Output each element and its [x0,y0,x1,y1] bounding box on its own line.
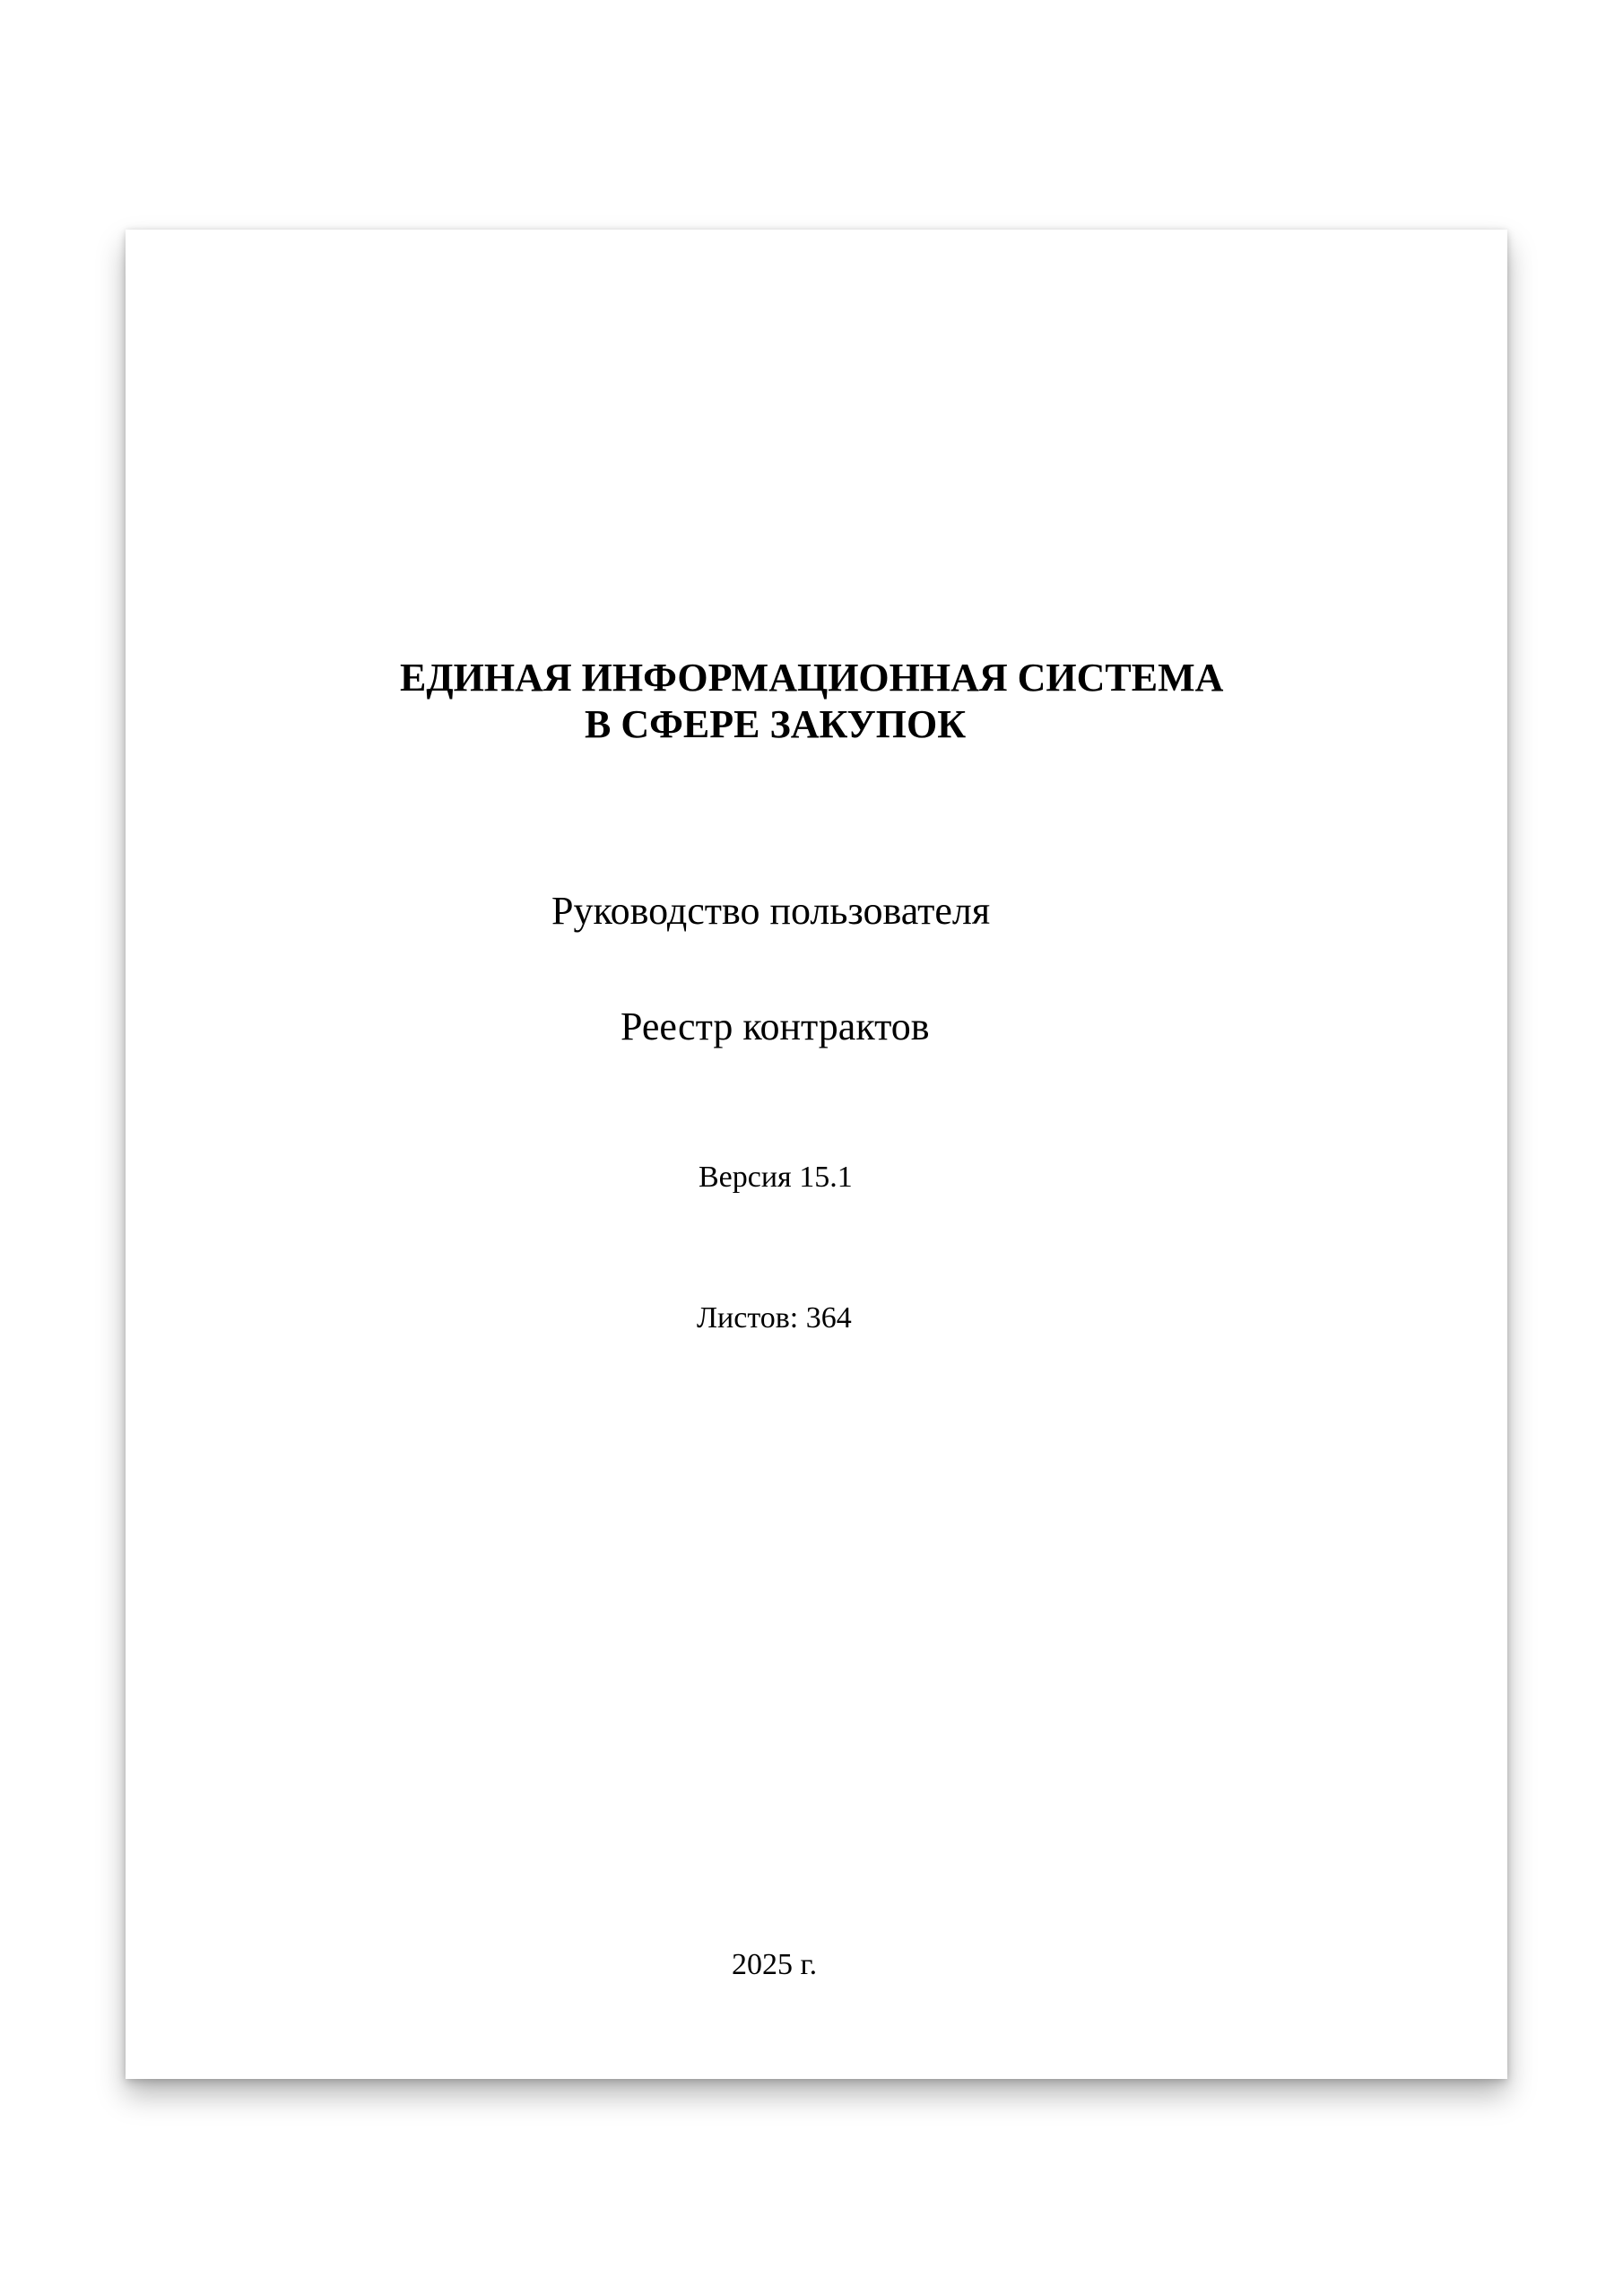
document-sheet-count: Листов: 364 [697,1301,852,1335]
document-title-line-1: ЕДИНАЯ ИНФОРМАЦИОННАЯ СИСТЕМА [400,656,1224,700]
document-section-name: Реестр контрактов [621,1004,930,1048]
document-title-line-2: В СФЕРЕ ЗАКУПОК [585,702,967,746]
document-page [126,230,1507,2079]
document-year: 2025 г. [732,1948,818,1981]
document-version: Версия 15.1 [699,1161,853,1194]
document-subtitle: Руководство пользователя [551,889,991,933]
